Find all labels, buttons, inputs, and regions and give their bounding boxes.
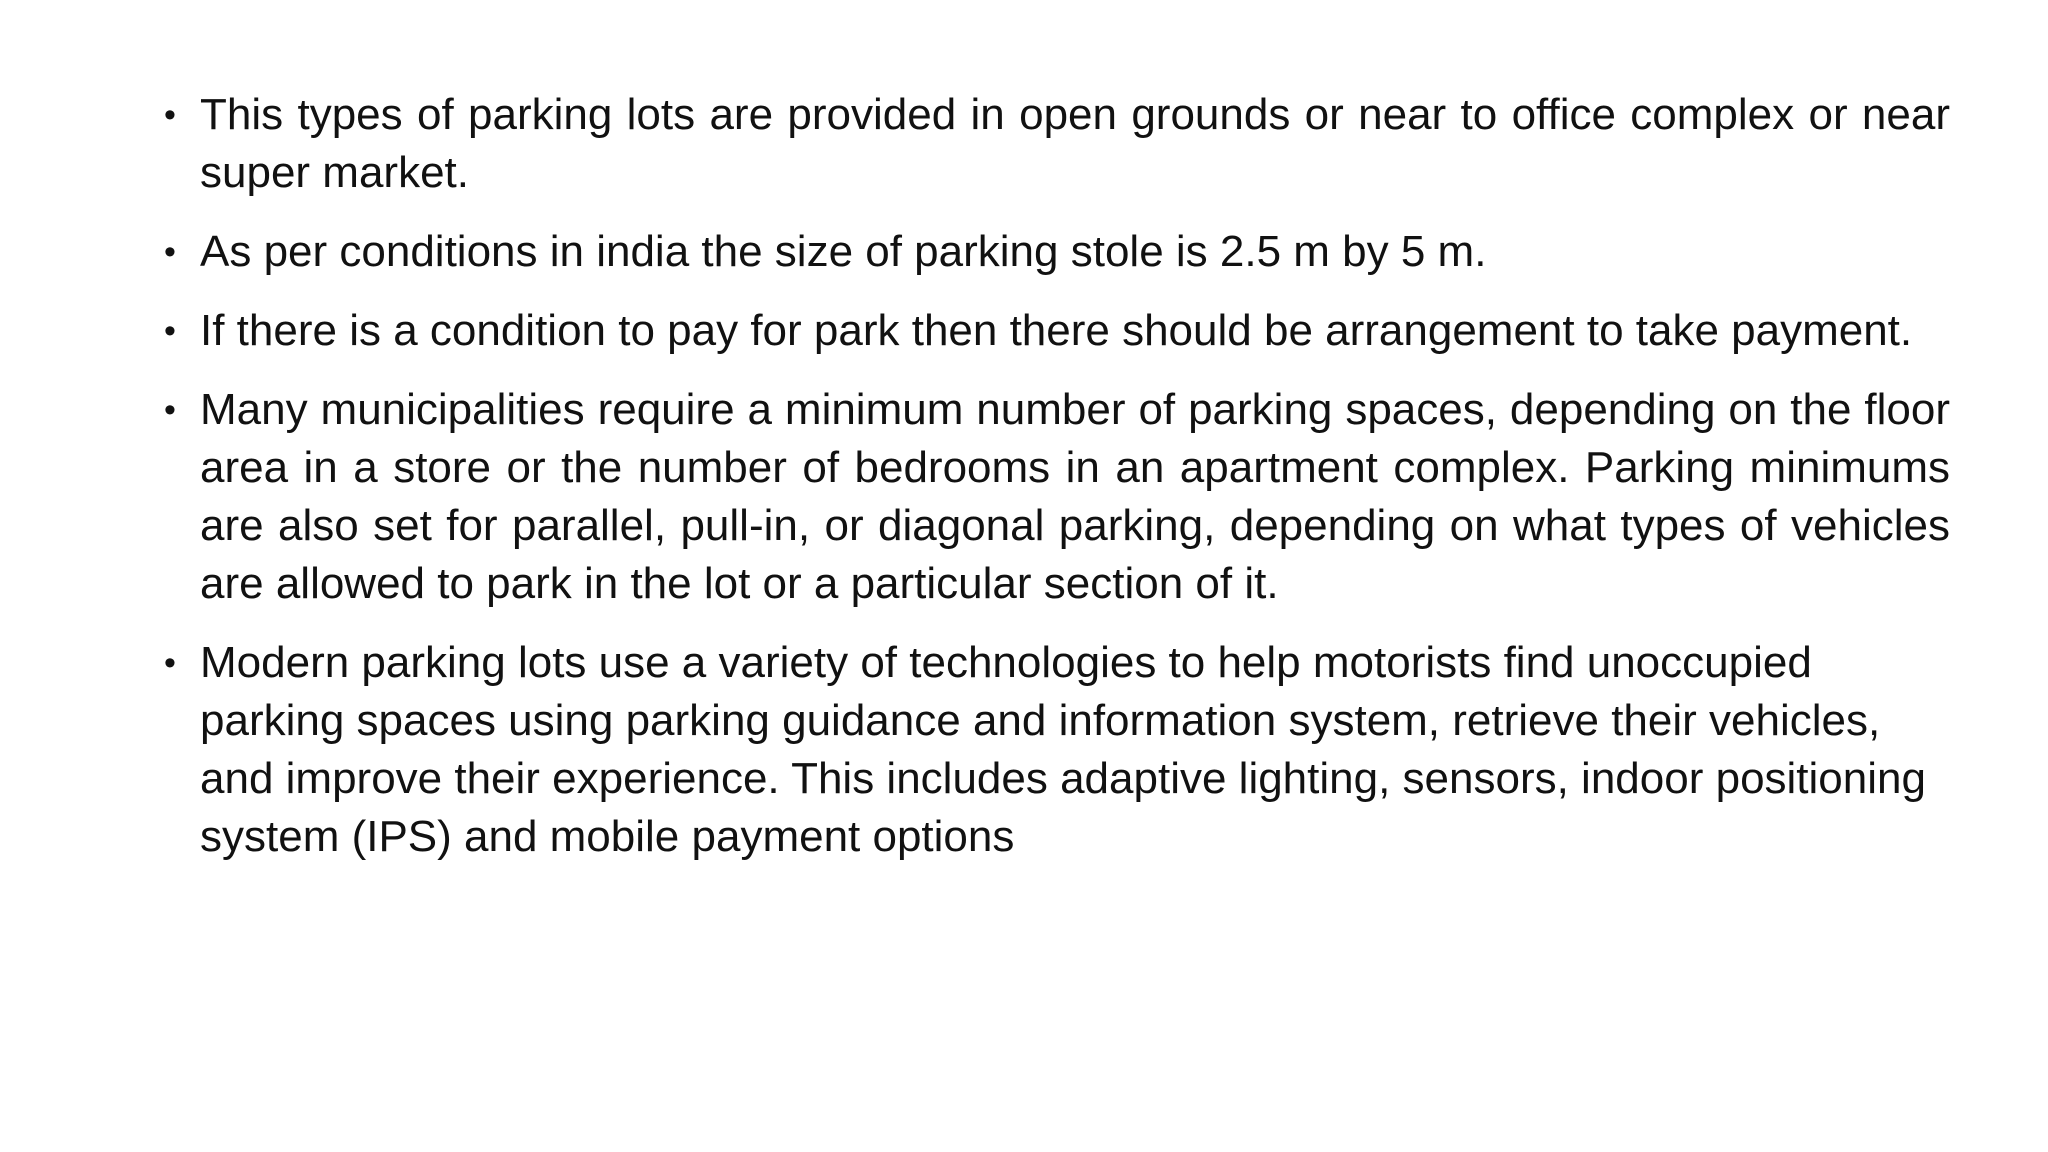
- bullet-item-parking-minimums: [160, 381, 1950, 613]
- bullet-item-stall-size: [160, 223, 1950, 281]
- bullet-dot-icon: •: [164, 312, 176, 350]
- bullet-list: [160, 86, 1950, 887]
- bullet-item-payment: [160, 302, 1950, 360]
- bullet-item-modern-technologies: [160, 634, 1950, 866]
- bullet-dot-icon: •: [164, 644, 176, 682]
- bullet-text: This types of parking lots are provided in open grounds or near to office complex or near super market.: [200, 90, 1950, 197]
- bullet-text: As per conditions in india the size of parking stole is 2.5 m by 5 m.: [200, 227, 1487, 276]
- bullet-item-open-grounds: [160, 86, 1950, 202]
- bullet-dot-icon: •: [164, 233, 176, 271]
- bullet-dot-icon: •: [164, 391, 176, 429]
- bullet-text: Modern parking lots use a variety of technologies to help motorists find unoccupied parking spaces using parking guidance and information system, retrieve their vehicles, and improve their experience. This includes adaptive lighting, sensors, indoor positioning system (IPS) and mobile payment options: [200, 638, 1926, 861]
- bullet-text: Many municipalities require a minimum number of parking spaces, depending on the floor area in a store or the number of bedrooms in an apartment complex. Parking minimums are also set for parallel, pull-in, or diagonal parking, depending on what types of vehicles are allowed to park in the lot or a particular section of it.: [200, 385, 1950, 608]
- bullet-text: If there is a condition to pay for park then there should be arrangement to take payment.: [200, 306, 1913, 355]
- bullet-dot-icon: •: [164, 96, 176, 134]
